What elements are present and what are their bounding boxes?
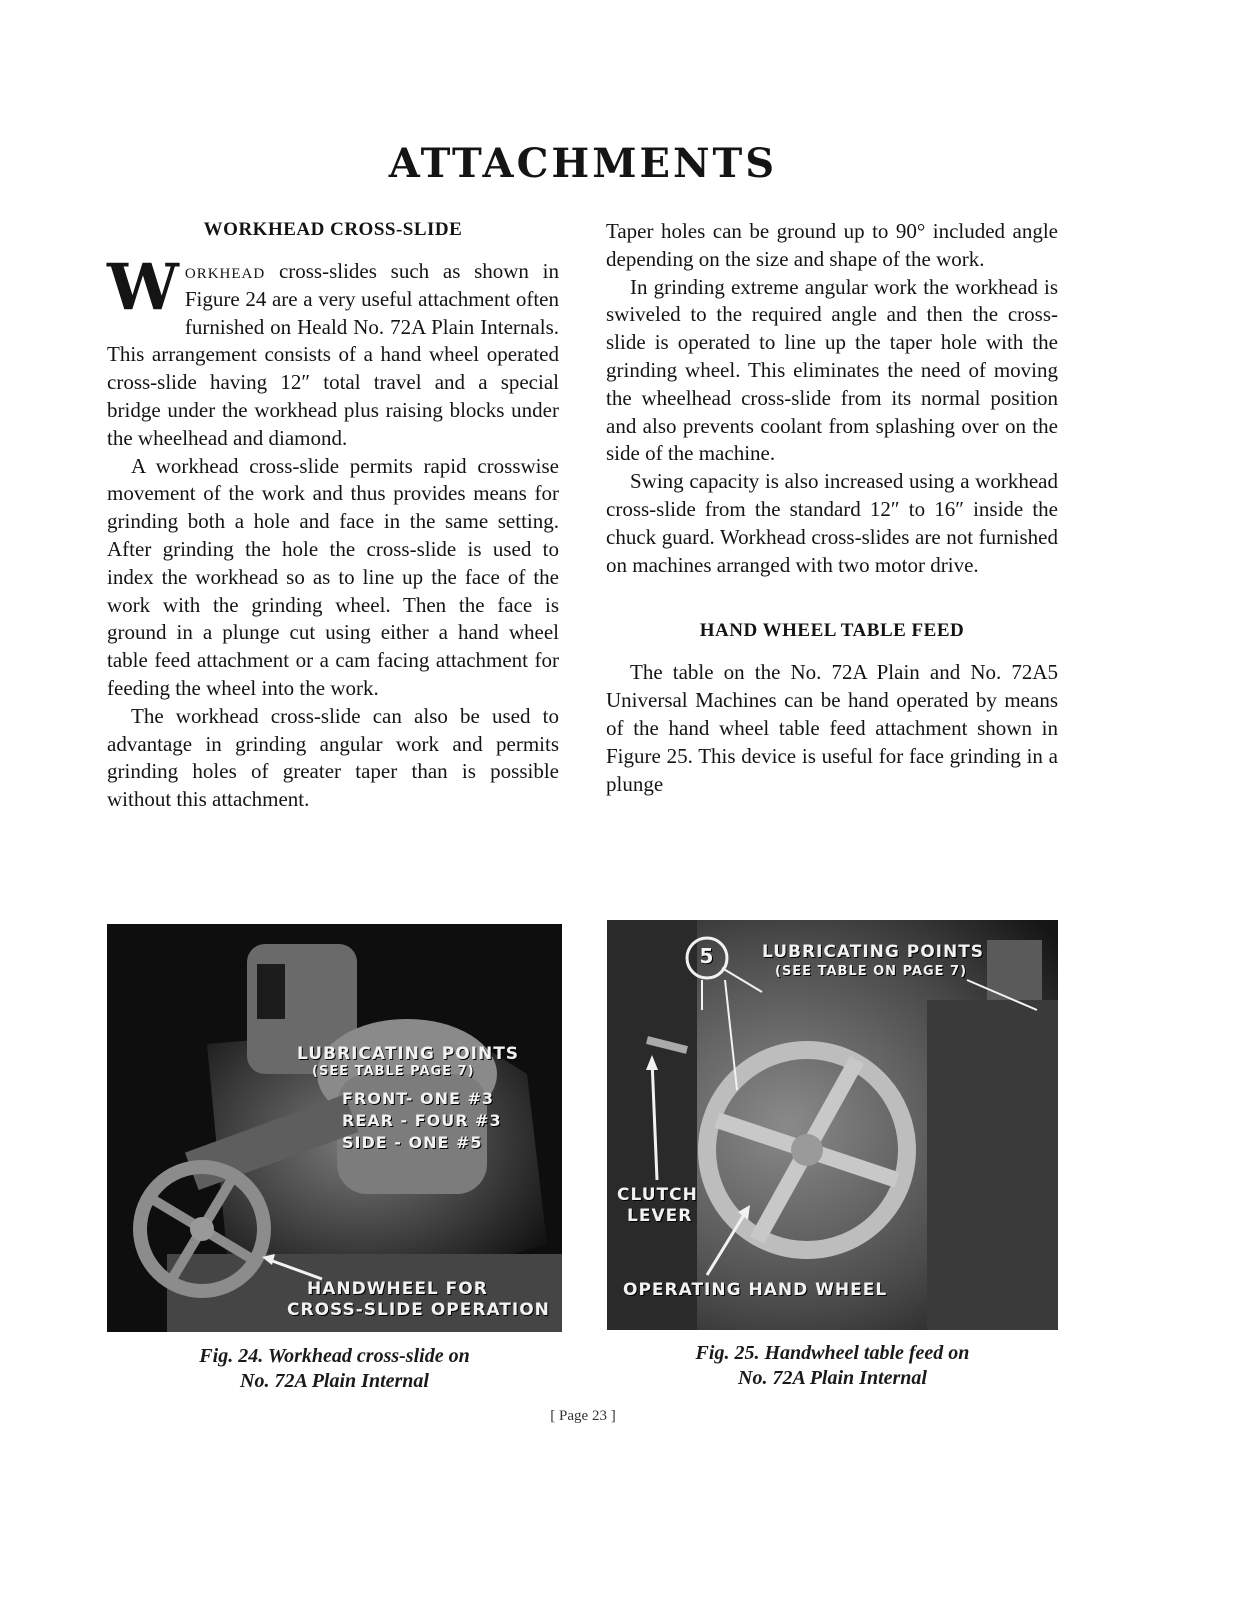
paragraph-intro [107,250,559,453]
figure-24-label-front: FRONT- ONE #3 [342,1089,495,1108]
paragraph-swing-capacity: Swing capacity is also increased using a workhead cross-slide from the standard 12″ to 16″ inside the chuck guard. Workhead cross-slides are not furnished on machines arranged with two motor drive. [606,469,1058,577]
figure-25-illustration [607,920,1058,1330]
figure-24-label-handwheel: HANDWHEEL FOR [307,1279,488,1299]
paragraph-extreme-angular: In grinding extreme angular work the workhead is swiveled to the required angle and then the cross-slide is operated to line up the taper hole with the grinding wheel. This eliminates the need of moving the wheelhead cross-slide from its normal position and also prevents coolant from splashing over on the side of the machine. [606,274,1058,466]
figure-24-label-see-table: (SEE TABLE PAGE 7) [312,1064,475,1079]
figure-25-label-see-table: (SEE TABLE ON PAGE 7) [775,964,968,979]
figure-24-photo [107,924,562,1332]
figure-25-label-operating: OPERATING HAND WHEEL [623,1280,888,1300]
figure-24-label-rear: REAR - FOUR #3 [342,1111,502,1130]
figure-24-label-side: SIDE - ONE #5 [342,1133,483,1152]
page-number: [ Page 23 ] [550,1408,616,1424]
paragraph-angular-work: The workhead cross-slide can also be used to advantage in grinding angular work and permits grinding holes of greater taper than is possible without this attachment. [107,703,559,812]
figure-25-caption-line2: No. 72A Plain Internal [738,1367,927,1389]
figure-24-label-lubricating: LUBRICATING POINTS [297,1044,520,1064]
figure-25-label-lubricating: LUBRICATING POINTS [762,942,985,962]
paragraph-table-feed: The table on the No. 72A Plain and No. 72A5 Universal Machines can be hand operated by means of the hand wheel table feed attachment shown in Figure 25. This device is useful for face grinding in a plunge [606,660,1058,796]
drop-cap: W [107,250,179,325]
right-column [606,218,1058,798]
figure-25-caption-line1: Fig. 25. Handwheel table feed on [695,1342,970,1364]
figure-24-label-operation: CROSS-SLIDE OPERATION [287,1300,550,1320]
figure-25-label-lever: LEVER [627,1206,693,1226]
figure-24-caption [107,1344,562,1394]
left-column [107,218,559,814]
figure-25-circle-number: 5 [699,944,715,968]
paragraph-taper-holes: Taper holes can be ground up to 90° included angle depending on the size and shape of the work. [606,219,1058,271]
figure-25-label-clutch: CLUTCH [617,1185,698,1205]
figure-24-caption-line2: No. 72A Plain Internal [240,1370,429,1392]
section-heading-workhead-cross-slide: WORKHEAD CROSS-SLIDE [203,219,463,240]
page-title: ATTACHMENTS [388,140,778,187]
paragraph-intro-text: cross-slides such as shown in Figure 24 are a very useful attachment often furnished on Heald No. 72A Plain Internals. This arrangement consists of a hand wheel operated cross-slide having 12″ total travel and a special bridge under the workhead plus raising blocks under the wheelhead and diamond. [107,259,559,450]
paragraph-rapid-movement: A workhead cross-slide permits rapid crosswise movement of the work and thus provides means for grinding both a hole and face in the same setting. After grinding the hole the cross-slide is used to index the workhead so as to line up the face of the work with the grinding wheel. Then the face is ground in a plunge cut using either a hand wheel table feed attachment or a cam facing attachment for feeding the wheel into the work. [107,453,559,700]
figure-24-caption-line1: Fig. 24. Workhead cross-slide on [199,1345,470,1367]
lead-small-caps: orkhead [184,259,266,283]
section-heading-hand-wheel-table-feed: HAND WHEEL TABLE FEED [699,620,965,642]
figure-25-caption [607,1341,1058,1391]
figure-25-photo [607,920,1058,1330]
